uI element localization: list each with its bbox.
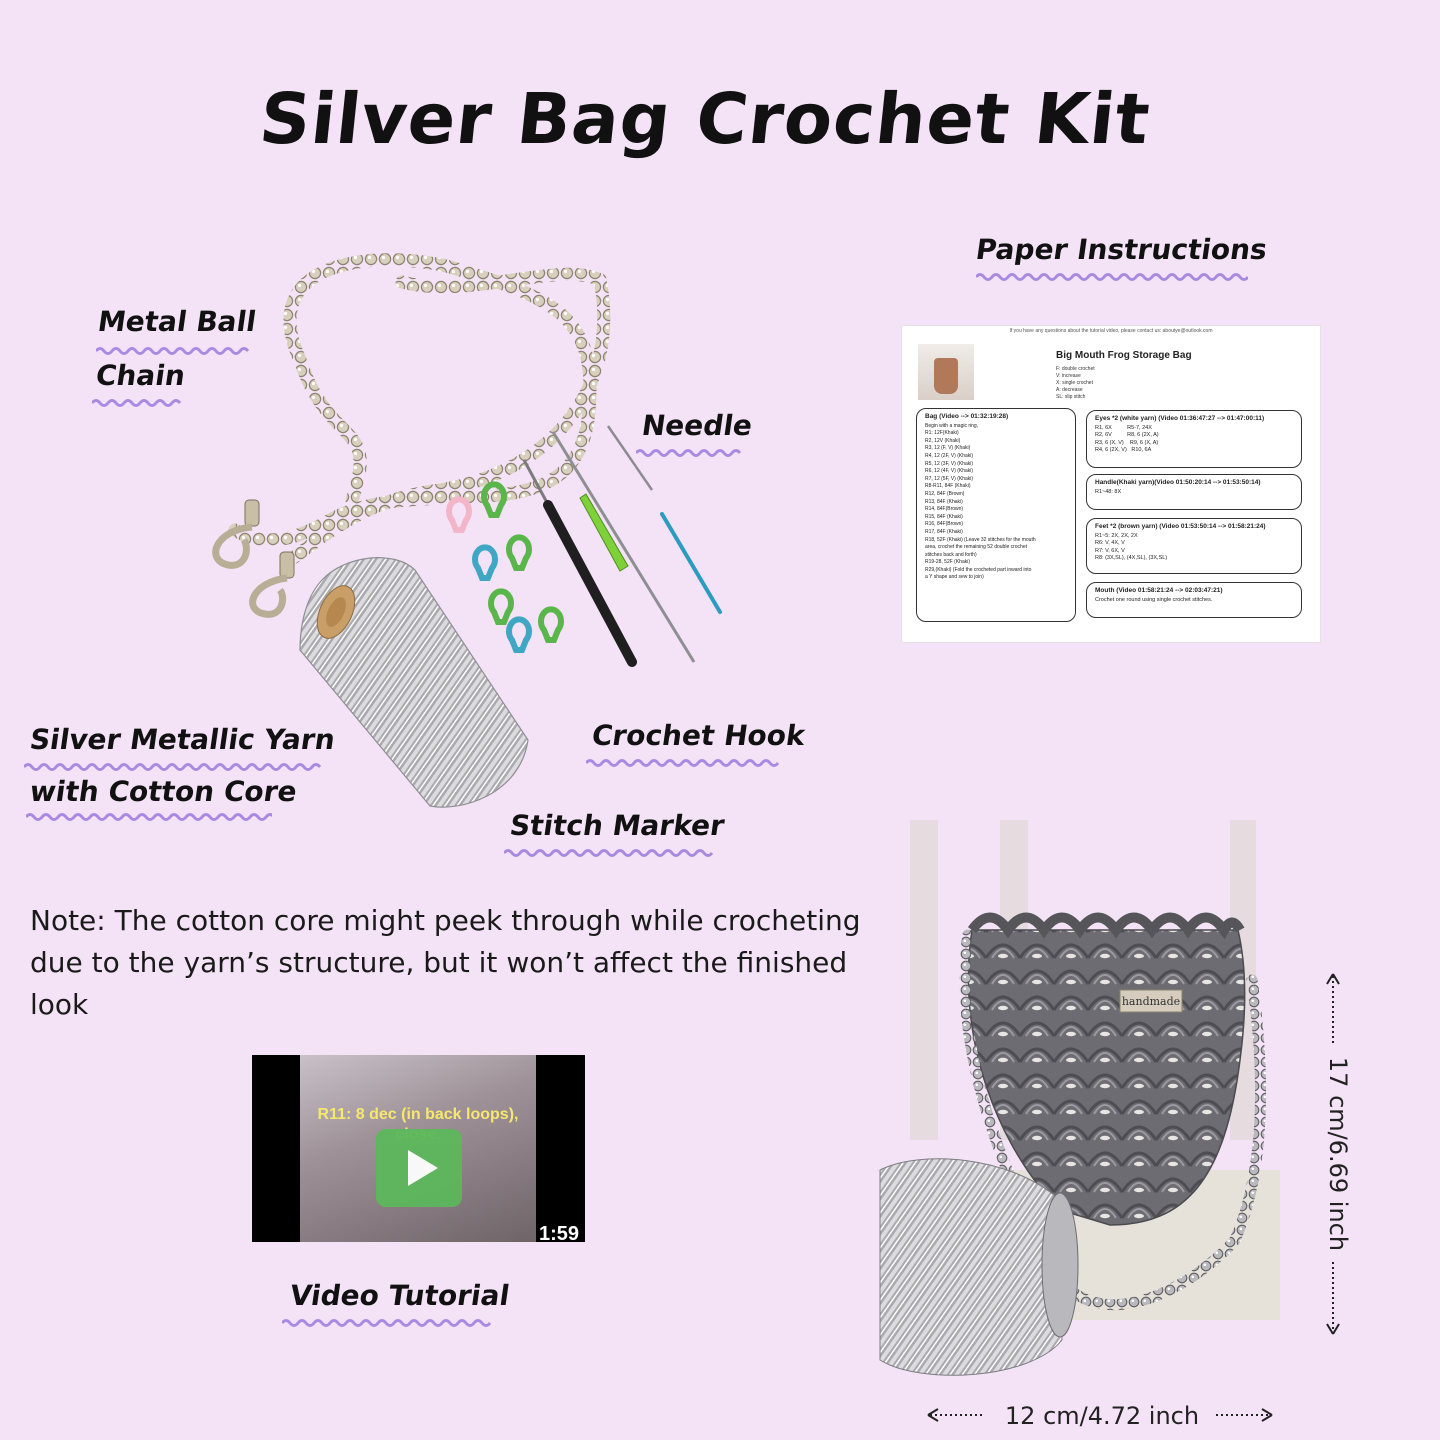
video-tutorial-thumbnail[interactable] [252,1055,585,1242]
finished-bag-photo [868,812,1300,1382]
stitch-legend [1056,366,1095,401]
label-needle: Needle [639,409,755,442]
bag-section-title: Bag (Video --> 01:32:19:28) [925,413,1009,420]
handle-line: R1~48: 8X [1095,488,1122,495]
bag-line: R17, 84F (Khaki) [925,528,963,535]
bag-line: R6, 12 (4F, V) (Khaki) [925,468,974,475]
frog-bag-thumbnail [918,344,974,400]
bag-line: R15, 84F (Khaki) [925,513,963,520]
underline-marker [504,848,716,858]
feet-line: R1~5: 2X, 2X, 2X [1095,532,1138,539]
stitch-marker-green [491,591,511,622]
underline-video [282,1318,494,1328]
feet-line: R6: V, 4X, V [1095,540,1125,547]
video-duration: 1:59 [538,1223,579,1242]
feet-line: R8: (3X,SL), (4X,SL), (3X,SL) [1095,555,1168,562]
underline-needle [636,448,742,458]
label-crochet-hook: Crochet Hook [589,719,808,752]
mouth-section-title: Mouth (Video 01:58:21:24 --> 02:03:47:21) [1095,587,1223,594]
eyes-line: R4, 6 (2X, V) R10, 6A [1095,447,1152,454]
yarn-note: Note: The cotton core might peek through while crocheting due to the yarn’s structure, but it won’t affect the finished look [30,904,861,1021]
label-yarn-line2: with Cotton Core [27,775,299,808]
width-label: 12 cm/4.72 inch [1004,1402,1200,1430]
label-stitch-marker: Stitch Marker [507,809,727,842]
bag-line: R18, 52F (Khaki) (Leave 32 stitches for the mouth [925,536,1036,543]
paper-instructions-sheet [902,326,1320,642]
underline-paper [976,272,1248,282]
feet-line: R7: V, 6X, V [1095,547,1125,554]
height-label: 17 cm/6.69 inch [1324,1056,1352,1252]
legend-item: F: double crochet [1056,366,1095,372]
bag-line: R13, 84F (Khaki) [925,498,963,505]
bag-line: R29,(Khaki) (Fold the crocheted part inward into [925,566,1032,573]
bag-line: a Y shape and sew to join) [925,574,984,581]
bag-line: R7, 12 (5F, V) (Khaki) [925,475,974,482]
label-paper-instructions: Paper Instructions [973,233,1270,266]
legend-item: A: decrease [1056,387,1083,393]
legend-item: SL: slip stitch [1056,394,1086,400]
bag-line: R3, 12 (F, V) (Khaki) [925,445,971,452]
feet-section-title: Feet *2 (brown yarn) (Video 01:53:50:14 --> 01:58:21:24) [1095,523,1266,530]
play-icon[interactable] [376,1129,462,1207]
bag-line: R14, 84F(Brown) [925,506,964,513]
bag-line: R16, 84F(Brown) [925,521,964,528]
bag-line: R8-R11, 84F (Khaki) [925,483,971,490]
page-title: Silver Bag Crochet Kit [255,78,1155,160]
eyes-section [1086,410,1302,468]
handle-section-title: Handle(Khaki yarn)(Video 01:50:20:14 --> 01:53:50:14) [1095,479,1261,486]
bag-line: R2, 12V (Khaki) [925,437,961,444]
label-yarn-line1: Silver Metallic Yarn [27,723,338,756]
underline-yarn-2 [26,812,272,822]
bag-line: R1: 12F(Khaki) [925,430,959,437]
stitch-marker-teal [509,619,529,650]
feet-section [1086,518,1302,574]
bag-line: Begin with a magic ring, [925,422,979,429]
eyes-line: R1, 6X R5-7, 24X [1095,424,1152,431]
bag-line: R4, 12 (2F, V) (Khaki) [925,452,974,459]
eyes-line: R2, 6V R8, 6 (2X, A) [1095,432,1159,439]
eyes-section-title: Eyes *2 (white yarn) (Video 01:36:47:27 --> 01:47:00:11) [1095,415,1265,422]
lobster-clasp-2 [253,552,294,614]
bag-line: stitches back and forth) [925,551,977,558]
handle-section [1086,474,1302,510]
eyes-line: R3, 6 (X, V) R9, 6 (X, A) [1095,439,1159,446]
metal-ball-chain [216,260,604,614]
underline-yarn-1 [24,762,322,772]
underline-chain-2 [92,398,182,408]
stitch-marker-green [509,537,529,568]
bag-line: area, crochet the remaining 52 double crochet [925,544,1028,551]
bag-section [916,408,1076,622]
mouth-line: Crochet one round using single crochet stitches. [1095,596,1213,603]
instructions-title: Big Mouth Frog Storage Bag [1056,350,1192,361]
label-metal-ball-chain-line2: Chain [93,359,188,392]
underline-hook [586,758,780,768]
mouth-section [1086,582,1302,618]
underline-chain-1 [96,346,254,356]
stitch-marker-teal [475,547,495,578]
legend-item: X: single crochet [1056,380,1093,386]
stitch-markers [449,484,561,650]
video-caption-overlay: R11: 8 dec (in back loops), [317,1106,519,1123]
legend-item: V: increase [1056,373,1081,379]
bag-line: R5, 12 (3F, V) (Khaki) [925,460,974,467]
needle-blue [662,514,720,612]
label-metal-ball-chain-line1: Metal Ball [95,305,259,338]
bag-line: R19-28, 52F (Khaki) [925,559,971,566]
instructions-contact: If you have any questions about the tutorial video, please contact us: aboutye@outlook.com [1009,328,1213,334]
stitch-marker-green [541,609,561,640]
bag-line: R12, 84F (Brown) [925,490,965,497]
handmade-tag: handmade [1121,995,1181,1008]
label-video-tutorial: Video Tutorial [287,1279,512,1312]
